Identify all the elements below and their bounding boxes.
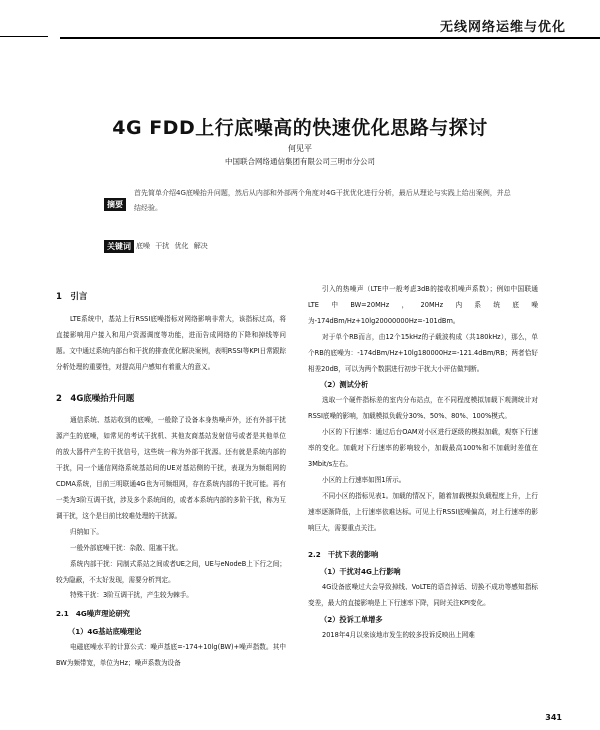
paragraph: 系统内部干扰：同制式系站之间或者UE之间，UE与eNodeB上下行之间；较为隐蔽，不太好发现，需要分析判定。	[56, 559, 286, 584]
sub-subsection-heading: （2）测试分析	[320, 380, 369, 390]
paragraph: 引入的热噪声（LTE中一般考虑3dB的接收机噪声系数）；例如中国联通LTE中BW=20MHz，20MHz内系统底噪为-174dBm/Hz+10lg20000000Hz=-101dBm。	[308, 285, 538, 325]
paragraph: 电磁底噪水平的计算公式：噪声基底=-174+10lg(BW)+噪声指数。其中BW为频带宽，单位为Hz；噪声系数为设备	[56, 643, 286, 668]
paragraph: 不同小区的指标见表1。加载的情况下，随着加载模拟负载程度上升，上行速率逐渐降低，上行速率依难达标。可见上行RSSI底噪偏高，对上行速率的影响巨大，需要重点关注。	[308, 491, 538, 532]
journal-column-title: 无线网络运维与优化	[439, 20, 566, 35]
paragraph: 一般外部底噪干扰：杂散、阻塞干扰。	[70, 543, 183, 552]
subsection-heading-interference-impact: 2.2 干扰下表的影响	[308, 549, 379, 559]
paragraph: 特殊干扰：3阶互调干扰，产生较为棘手。	[70, 591, 193, 600]
abstract-label: 摘要	[104, 198, 126, 211]
page-number: 341	[545, 713, 562, 722]
keyword: 底噪	[136, 242, 150, 250]
sub-subsection-heading: （1）4G基站底噪理论	[68, 627, 142, 637]
paragraph: 4G设备底噪过大会导致掉线、VoLTE的语音掉话、切换不成功等感知指标变差，最大的直接影响是上下行速率下降，同时关注KPI变化。	[308, 583, 538, 608]
paragraph: LTE系统中，基站上行RSSI底噪指标对网络影响非常大，该指标过高，将直接影响用户接入和用户资源调度等功能，进而告成网络的下降和掉线等问题。文中通过系统内部台和干扰的排查优化解决案例，表明RSSI等KPI日常跟踪分析处理的重要性，对提高用户感知有着重大的意义。	[56, 314, 286, 371]
affiliation: 中国联合网络通信集团有限公司三明市分公司	[225, 157, 375, 166]
sub-subsection-heading: （2）投诉工单增多	[320, 615, 383, 625]
keyword: 优化	[174, 242, 189, 250]
paragraph: 选取一个硬件指标差的室内分布站点，在不同程度模拟加载下观测统计对RSSI底噪的影响，加载模拟负载分30%、50%、80%、100%模式。	[308, 396, 538, 421]
keyword: 干扰	[155, 242, 170, 250]
paragraph: 小区的上行速率如图1所示。	[322, 475, 406, 484]
paragraph: 2018年4月以来该地市发生的较多投诉反映出上网难	[322, 631, 475, 640]
keywords-label: 关键词	[104, 240, 134, 253]
paragraph: 归纳如下。	[70, 527, 103, 536]
right-column	[308, 282, 538, 644]
article-title: 4G FDD上行底噪高的快速优化思路与探讨	[112, 117, 488, 139]
header-rule-left	[0, 36, 48, 37]
section-heading-introduction: 1 引言	[56, 292, 88, 302]
keyword: 解决	[193, 242, 208, 250]
paragraph: 对于单个RB而言，由12个15kHz的子载波构成（共180kHz），那么，单个RB的底噪为：-174dBm/Hz+10lg180000Hz=-121.4dBm/RB；两者恰好相差20dB，可以为两个数据进行初步干扰大小评估做判断。	[308, 332, 538, 373]
left-column	[56, 282, 286, 672]
header-rule	[60, 37, 600, 39]
paragraph: 小区的下行速率：通过后台OAM对小区进行逐级的模拟加载，观察下行速率的变化。加载对下行速率的影响较小，加载最高100%和不加载时差值在3Mbit/s左右。	[308, 428, 538, 468]
keywords-list	[136, 241, 208, 251]
author: 何见平	[288, 144, 312, 153]
section-heading-noise-problem: 2 4G底噪抬升问题	[56, 393, 135, 404]
subsection-heading-noise-theory: 2.1 4G噪声理论研究	[56, 609, 130, 619]
abstract-text: 首先简单介绍4G底噪抬升问题，然后从内部和外部两个角度对4G干扰优化进行分析，最后从理论与实践上给出案例，并总结经验。	[134, 189, 511, 212]
sub-subsection-heading: （1）干扰对4G上行影响	[320, 567, 401, 577]
paragraph: 通信系统、基站收到的底噪，一般除了设备本身热噪声外，还有外部干扰源产生的底噪，如常见的考试干扰机、其他友商基站发射信号或者是其他单位的放大器件产生的干扰信号，这些统一称为外部干扰源。还有就是系统内部的干扰，同一个通信网络系统基站间的UE对基站侧的干扰，表现为为频组网的CDMA系统，目前三明联通4G也为可频组网，存在系统内部的干扰可能。再有一类为3阶互调干扰，涉及多个系统间的，或者本系统内部的多阶干扰，称为互调干扰，这个是目前比较难处理的干扰源。	[56, 416, 286, 520]
